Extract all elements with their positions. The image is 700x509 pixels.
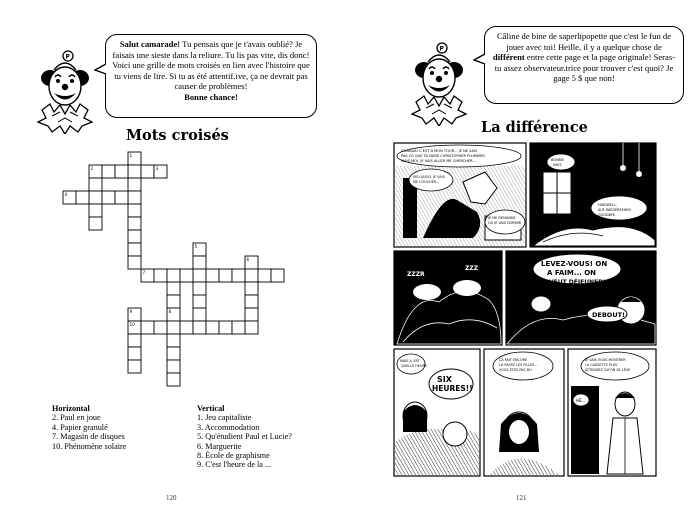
bubble-emphasis: différent: [492, 52, 525, 63]
svg-text:OÙ JE VAIS DORMIR: OÙ JE VAIS DORMIR: [488, 221, 522, 225]
crossword-cell[interactable]: [128, 243, 141, 256]
mascot-speech-bubble: [484, 26, 684, 104]
svg-text:BONNE: BONNE: [551, 158, 564, 162]
crossword-cell[interactable]: [167, 321, 180, 334]
bubble-text: Tu pensais que je t'avais oublié? Je faisais une sieste dans la reliure. Tu lis pas vite, dis donc! Voici une grille de mots croisés en lien avec l'histoire que tu viens de lire. Si tu as été attentif.ive, ça ne devrait pas causer de problèmes!: [112, 39, 310, 92]
horizontal-clues: [52, 404, 126, 451]
right-page: [350, 0, 700, 509]
crossword-clue-number: 6: [246, 257, 250, 262]
svg-text:JE VAIS VOUS MONTRER: JE VAIS VOUS MONTRER: [585, 358, 626, 362]
crossword-cell[interactable]: [206, 269, 219, 282]
svg-text:LA PASSE LES FILLES...: LA PASSE LES FILLES...: [499, 363, 538, 367]
horizontal-heading: Horizontal: [52, 404, 90, 413]
svg-text:ATTENDEZ QU'ON SE LÈVE.: ATTENDEZ QU'ON SE LÈVE.: [585, 368, 632, 372]
svg-text:MOI AUSSI, JE VAIS: MOI AUSSI, JE VAIS: [413, 175, 445, 179]
svg-text:ZZZ: ZZZ: [465, 265, 479, 272]
crossword-cell[interactable]: [102, 165, 115, 178]
crossword-cell[interactable]: [180, 269, 193, 282]
crossword-cell[interactable]: [115, 191, 128, 204]
page-number: 120: [166, 494, 177, 502]
svg-text:NUIT.: NUIT.: [553, 163, 563, 167]
crossword-cell[interactable]: [219, 269, 232, 282]
clue-v5: 5. Qu'étudient Paul et Lucie?: [197, 432, 292, 442]
crossword-cell[interactable]: [245, 321, 258, 334]
bubble-text-end: entre cette page et la page originale! Seras-tu assez observateur.trice pour trouver c'est quoi? Je gage 5 $ que non!: [494, 52, 676, 84]
comic-panel-7: [568, 349, 656, 476]
svg-text:MAIS MOI, JE VAIS ALLER ME CHE: MAIS MOI, JE VAIS ALLER ME CHERCHER...: [401, 159, 476, 163]
crossword-clue-number: 4: [64, 192, 68, 197]
crossword-cell[interactable]: [128, 217, 141, 230]
crossword-cell[interactable]: [128, 191, 141, 204]
crossword-cell[interactable]: [154, 321, 167, 334]
crossword-cell[interactable]: [167, 269, 180, 282]
comic-panel-3: [394, 251, 502, 345]
svg-text:LEVEZ-VOUS! ON: LEVEZ-VOUS! ON: [541, 260, 608, 268]
crossword-cell[interactable]: [193, 269, 206, 282]
svg-text:HÉ...: HÉ...: [576, 398, 586, 403]
svg-text:VOUS ÊTES PAS DU: VOUS ÊTES PAS DU: [499, 368, 532, 372]
clue-h4: 4. Papier granulé: [52, 422, 108, 432]
crossword-cell[interactable]: [89, 178, 102, 191]
crossword-clue-number: 7: [142, 270, 146, 275]
clue-v9: 9. C'est l'heure de la ...: [197, 460, 272, 470]
svg-text:OUAAAA! C'EST À MON TOUR... JE: OUAAAA! C'EST À MON TOUR... JE NE SAIS: [401, 149, 478, 153]
crossword-cell[interactable]: [193, 321, 206, 334]
svg-text:ZZZR: ZZZR: [407, 271, 425, 278]
crossword-cell[interactable]: [245, 269, 258, 282]
crossword-clue-number: 1: [129, 153, 133, 158]
crossword-cell[interactable]: [167, 347, 180, 360]
svg-text:LA CASSETTE PLUS: LA CASSETTE PLUS: [585, 363, 618, 367]
svg-text:ÇA FAIT ENCORE: ÇA FAIT ENCORE: [499, 358, 528, 362]
svg-text:MAIS IL EST: MAIS IL EST: [400, 359, 420, 363]
crossword-clue-number: 9: [129, 309, 133, 314]
crossword-cell[interactable]: [258, 269, 271, 282]
crossword-clue-number: 10: [129, 322, 135, 327]
svg-text:FAREWELL,: FAREWELL,: [598, 203, 617, 207]
svg-text:PAS CE QUE TA FAIRE CHRISTOPHE: PAS CE QUE TA FAIRE CHRISTOPHER PLUMMER.: [401, 154, 486, 158]
crossword-cell[interactable]: [76, 191, 89, 204]
clue-v8: 8. École de graphisme: [197, 451, 270, 461]
svg-text:GOODBYE.: GOODBYE.: [598, 213, 617, 217]
crossword-cell[interactable]: [193, 282, 206, 295]
page-number: 121: [516, 494, 527, 502]
difference-title: La différence: [481, 119, 588, 136]
crossword-cell[interactable]: [102, 191, 115, 204]
svg-text:A FAIM... ON: A FAIM... ON: [547, 269, 597, 277]
svg-text:ME COUCHER...: ME COUCHER...: [413, 180, 440, 184]
crossword-cell[interactable]: [245, 295, 258, 308]
crossword-cell[interactable]: [128, 334, 141, 347]
crossword-cell[interactable]: [167, 295, 180, 308]
crossword-cell[interactable]: [115, 165, 128, 178]
comic-page: [393, 142, 657, 477]
crossword-cell[interactable]: [271, 269, 284, 282]
comic-panel-5: [394, 349, 480, 476]
svg-text:HEURES!!: HEURES!!: [432, 384, 473, 393]
svg-text:QUELLE HEURE: QUELLE HEURE: [401, 364, 427, 368]
crossword-cell[interactable]: [180, 321, 193, 334]
bubble-text-start: Câline de bine de saperlipopette que c'est le fun de jouer avec toi! Heille, il y a quelque chose de: [496, 31, 672, 52]
crossword-cell[interactable]: [141, 165, 154, 178]
crossword-cell[interactable]: [89, 217, 102, 230]
crossword-cell[interactable]: [128, 178, 141, 191]
svg-text:VEUT DÉJEUNER!: VEUT DÉJEUNER!: [549, 279, 606, 286]
crossword-cell[interactable]: [219, 321, 232, 334]
svg-text:AUF WIEDERSEHEN: AUF WIEDERSEHEN: [598, 208, 631, 212]
crossword-cell[interactable]: [193, 256, 206, 269]
crossword-cell[interactable]: [128, 347, 141, 360]
crossword-cell[interactable]: [193, 308, 206, 321]
bubble-greeting: Salut camarade!: [119, 39, 181, 49]
crossword-cell[interactable]: [232, 269, 245, 282]
svg-text:P: P: [65, 53, 70, 61]
crossword-cell[interactable]: [128, 256, 141, 269]
crossword-cell[interactable]: [128, 230, 141, 243]
crossword-cell[interactable]: [193, 295, 206, 308]
crossword-cell[interactable]: [154, 269, 167, 282]
crossword-clue-number: 3: [155, 166, 159, 171]
crossword-clue-number: 5: [194, 244, 198, 249]
comic-panel-6: [484, 349, 564, 476]
crossword-cell[interactable]: [167, 360, 180, 373]
crossword-clue-number: 8: [168, 309, 172, 314]
crossword-cell[interactable]: [128, 165, 141, 178]
clue-h7: 7. Magasin de disques: [52, 432, 125, 442]
crossword-clue-number: 2: [90, 166, 94, 171]
crossword-cell[interactable]: [89, 204, 102, 217]
comic-panel-2: [530, 143, 656, 247]
vertical-clues: [197, 404, 292, 470]
comic-panel-1: [394, 143, 526, 247]
bubble-closing: Bonne chance!: [184, 91, 238, 102]
svg-text:DEBOUT!: DEBOUT!: [592, 311, 625, 319]
crossword-cell[interactable]: [232, 321, 245, 334]
crossword-cell[interactable]: [89, 191, 102, 204]
clown-mascot-icon: [402, 42, 476, 126]
svg-text:JE ME DEMANDE: JE ME DEMANDE: [488, 216, 516, 220]
clue-v6: 6. Marguerite: [197, 441, 242, 451]
crossword-cell[interactable]: [167, 373, 180, 386]
comic-panel-4: [506, 251, 656, 345]
crossword-cell[interactable]: [167, 282, 180, 295]
clue-v1: 1. Jeu capitaliste: [197, 413, 252, 423]
clue-v3: 3. Accommodation: [197, 422, 260, 432]
clue-h2: 2. Paul en joue: [52, 413, 101, 423]
crossword-grid[interactable]: [0, 0, 350, 400]
svg-text:P: P: [439, 45, 444, 53]
crossword-cell[interactable]: [245, 308, 258, 321]
clue-h10: 10. Phénomène solaire: [52, 441, 127, 451]
svg-text:SIX: SIX: [437, 375, 452, 384]
crossword-cell[interactable]: [206, 321, 219, 334]
crossword-cell[interactable]: [128, 360, 141, 373]
bubble-tail: [473, 52, 487, 66]
crossword-cell[interactable]: [141, 321, 154, 334]
crossword-title: Mots croisés: [126, 127, 229, 144]
crossword-cell[interactable]: [167, 334, 180, 347]
crossword-cell[interactable]: [245, 282, 258, 295]
vertical-heading: Vertical: [197, 404, 225, 413]
crossword-cell[interactable]: [128, 204, 141, 217]
